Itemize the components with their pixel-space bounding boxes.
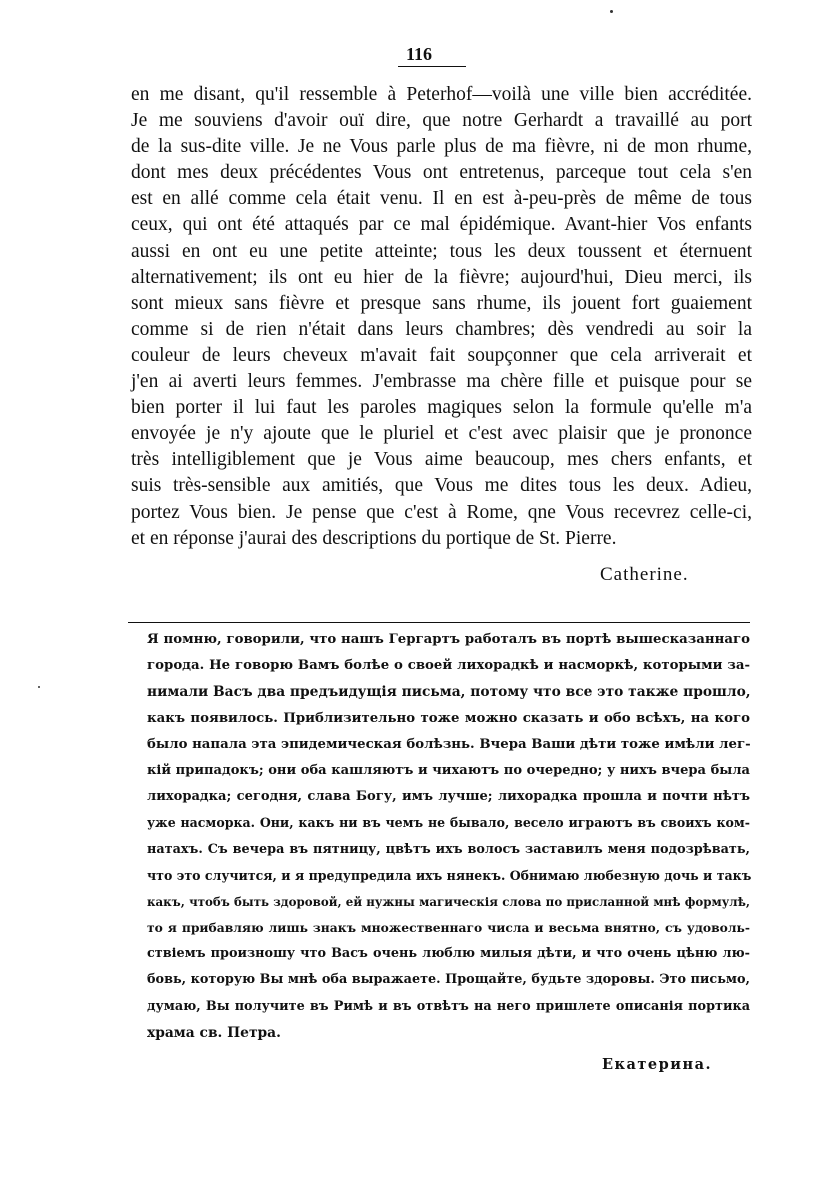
text-line: нимали Васъ два предъидущія письма, потому что все это также прошло, <box>147 684 751 701</box>
section-divider <box>128 622 750 623</box>
text-line: sont mieux sans fièvre et presque sans rhume, ils jouent fort guaiement <box>131 292 752 314</box>
text-line: ствіемъ произношу что Васъ очень люблю милыя дѣти, и что очень цѣню лю- <box>147 946 750 962</box>
text-line: portez Vous bien. Je pense que c'est à Rome, qne Vous recevrez celle-ci, <box>131 501 752 523</box>
french-signature: Catherine. <box>600 564 689 585</box>
text-line: aussi en ont eu une petite atteinte; tous les deux toussent et éternuent <box>131 240 752 262</box>
text-line: dont mes deux précédentes Vous ont entretenus, parceque tout cela s'en <box>131 162 752 184</box>
scan-speck <box>38 686 40 688</box>
russian-signature: Екатерина. <box>602 1056 713 1073</box>
text-line: натахъ. Съ вечера въ пятницу, цвѣтъ ихъ волосъ заставилъ меня подозрѣвать, <box>147 841 750 857</box>
text-line: très intelligiblement que je Vous aime beaucoup, mes chers enfants, et <box>131 449 752 471</box>
text-line: et en réponse j'aurai des descriptions du portique de St. Pierre. <box>131 527 617 549</box>
text-line: города. Не говорю Вамъ болѣе о своей лихорадкѣ и насморкѣ, которыми за- <box>147 658 750 674</box>
text-line: Je me souviens d'avoir ouï dire, que notre Gerhardt a travaillé au port <box>131 110 752 132</box>
text-line: bien porter il lui faut les paroles magiques selon la formule qu'elle m'a <box>131 397 752 419</box>
text-line: de la sus-dite ville. Je ne Vous parle plus de ma fièvre, ni de mon rhume, <box>131 136 752 158</box>
text-line: то я прибавляю лишь знакъ множественнаго числа и весьма внятно, съ удоволь- <box>147 920 750 936</box>
text-line: comme si de rien n'était dans leurs chambres; dès vendredi au soir la <box>131 318 752 340</box>
text-line: est en allé comme cela était venu. Il en est à-peu-près de même de tous <box>131 188 752 210</box>
text-line: было напала эта эпидемическая болѣзнь. Вчера Ваши дѣти тоже имѣли лег- <box>147 736 751 752</box>
text-line: en me disant, qu'il ressemble à Peterhof—voilà une ville bien accréditée. <box>131 84 752 105</box>
text-line: какъ, чтобъ быть здоровой, ей нужны магическія слова по присланной мнѣ формулѣ, <box>147 894 750 909</box>
text-line: alternativement; ils ont eu hier de la fièvre; aujourd'hui, Dieu merci, ils <box>131 266 752 288</box>
text-line: couleur de leurs cheveux m'avait fait soupçonner que cela arriverait et <box>131 344 752 366</box>
page-number-underline <box>398 66 466 67</box>
text-line: уже насморка. Они, какъ ни въ чемъ не бывало, весело играютъ въ своихъ ком- <box>147 815 750 831</box>
text-line: думаю, Вы получите въ Римѣ и въ отвѣтъ на него пришлете описанія портика <box>147 998 750 1014</box>
text-line: какъ появилось. Приблизительно тоже можно сказать и обо всѣхъ, на кого <box>147 710 750 726</box>
text-line: бовь, которую Вы мнѣ оба выражаете. Прощайте, будьте здоровы. Это письмо, <box>147 972 750 988</box>
text-line: Я помню, говорили, что нашъ Гергартъ работалъ въ портѣ вышесказаннаго <box>147 632 750 647</box>
text-line: что это случится, и я предупредила ихъ нянекъ. Обнимаю любезную дочь и такъ <box>147 867 752 883</box>
french-letter <box>131 82 752 552</box>
text-line: suis très-sensible aux amitiés, que Vous me dites tous les deux. Adieu, <box>131 475 752 497</box>
scan-speck <box>610 10 613 13</box>
text-line: envoyée je n'y ajoute que le pluriel et c'est avec plaisir que je prononce <box>131 423 752 445</box>
text-line: храма св. Петра. <box>147 1024 281 1041</box>
russian-translation <box>147 627 750 1046</box>
text-line: ceux, qui ont été attaqués par ce mal épidémique. Avant-hier Vos enfants <box>131 214 752 236</box>
page-number: 116 <box>405 44 432 64</box>
text-line: лихорадка; сегодня, слава Богу, имъ лучше; лихорадка прошла и почти нѣтъ <box>147 789 750 805</box>
text-line: кій припадокъ; они оба кашляютъ и чихаютъ по очередно; у нихъ вчера была <box>147 762 750 778</box>
text-line: j'en ai averti leurs femmes. J'embrasse ma chère fille et puisque pour se <box>131 371 752 393</box>
